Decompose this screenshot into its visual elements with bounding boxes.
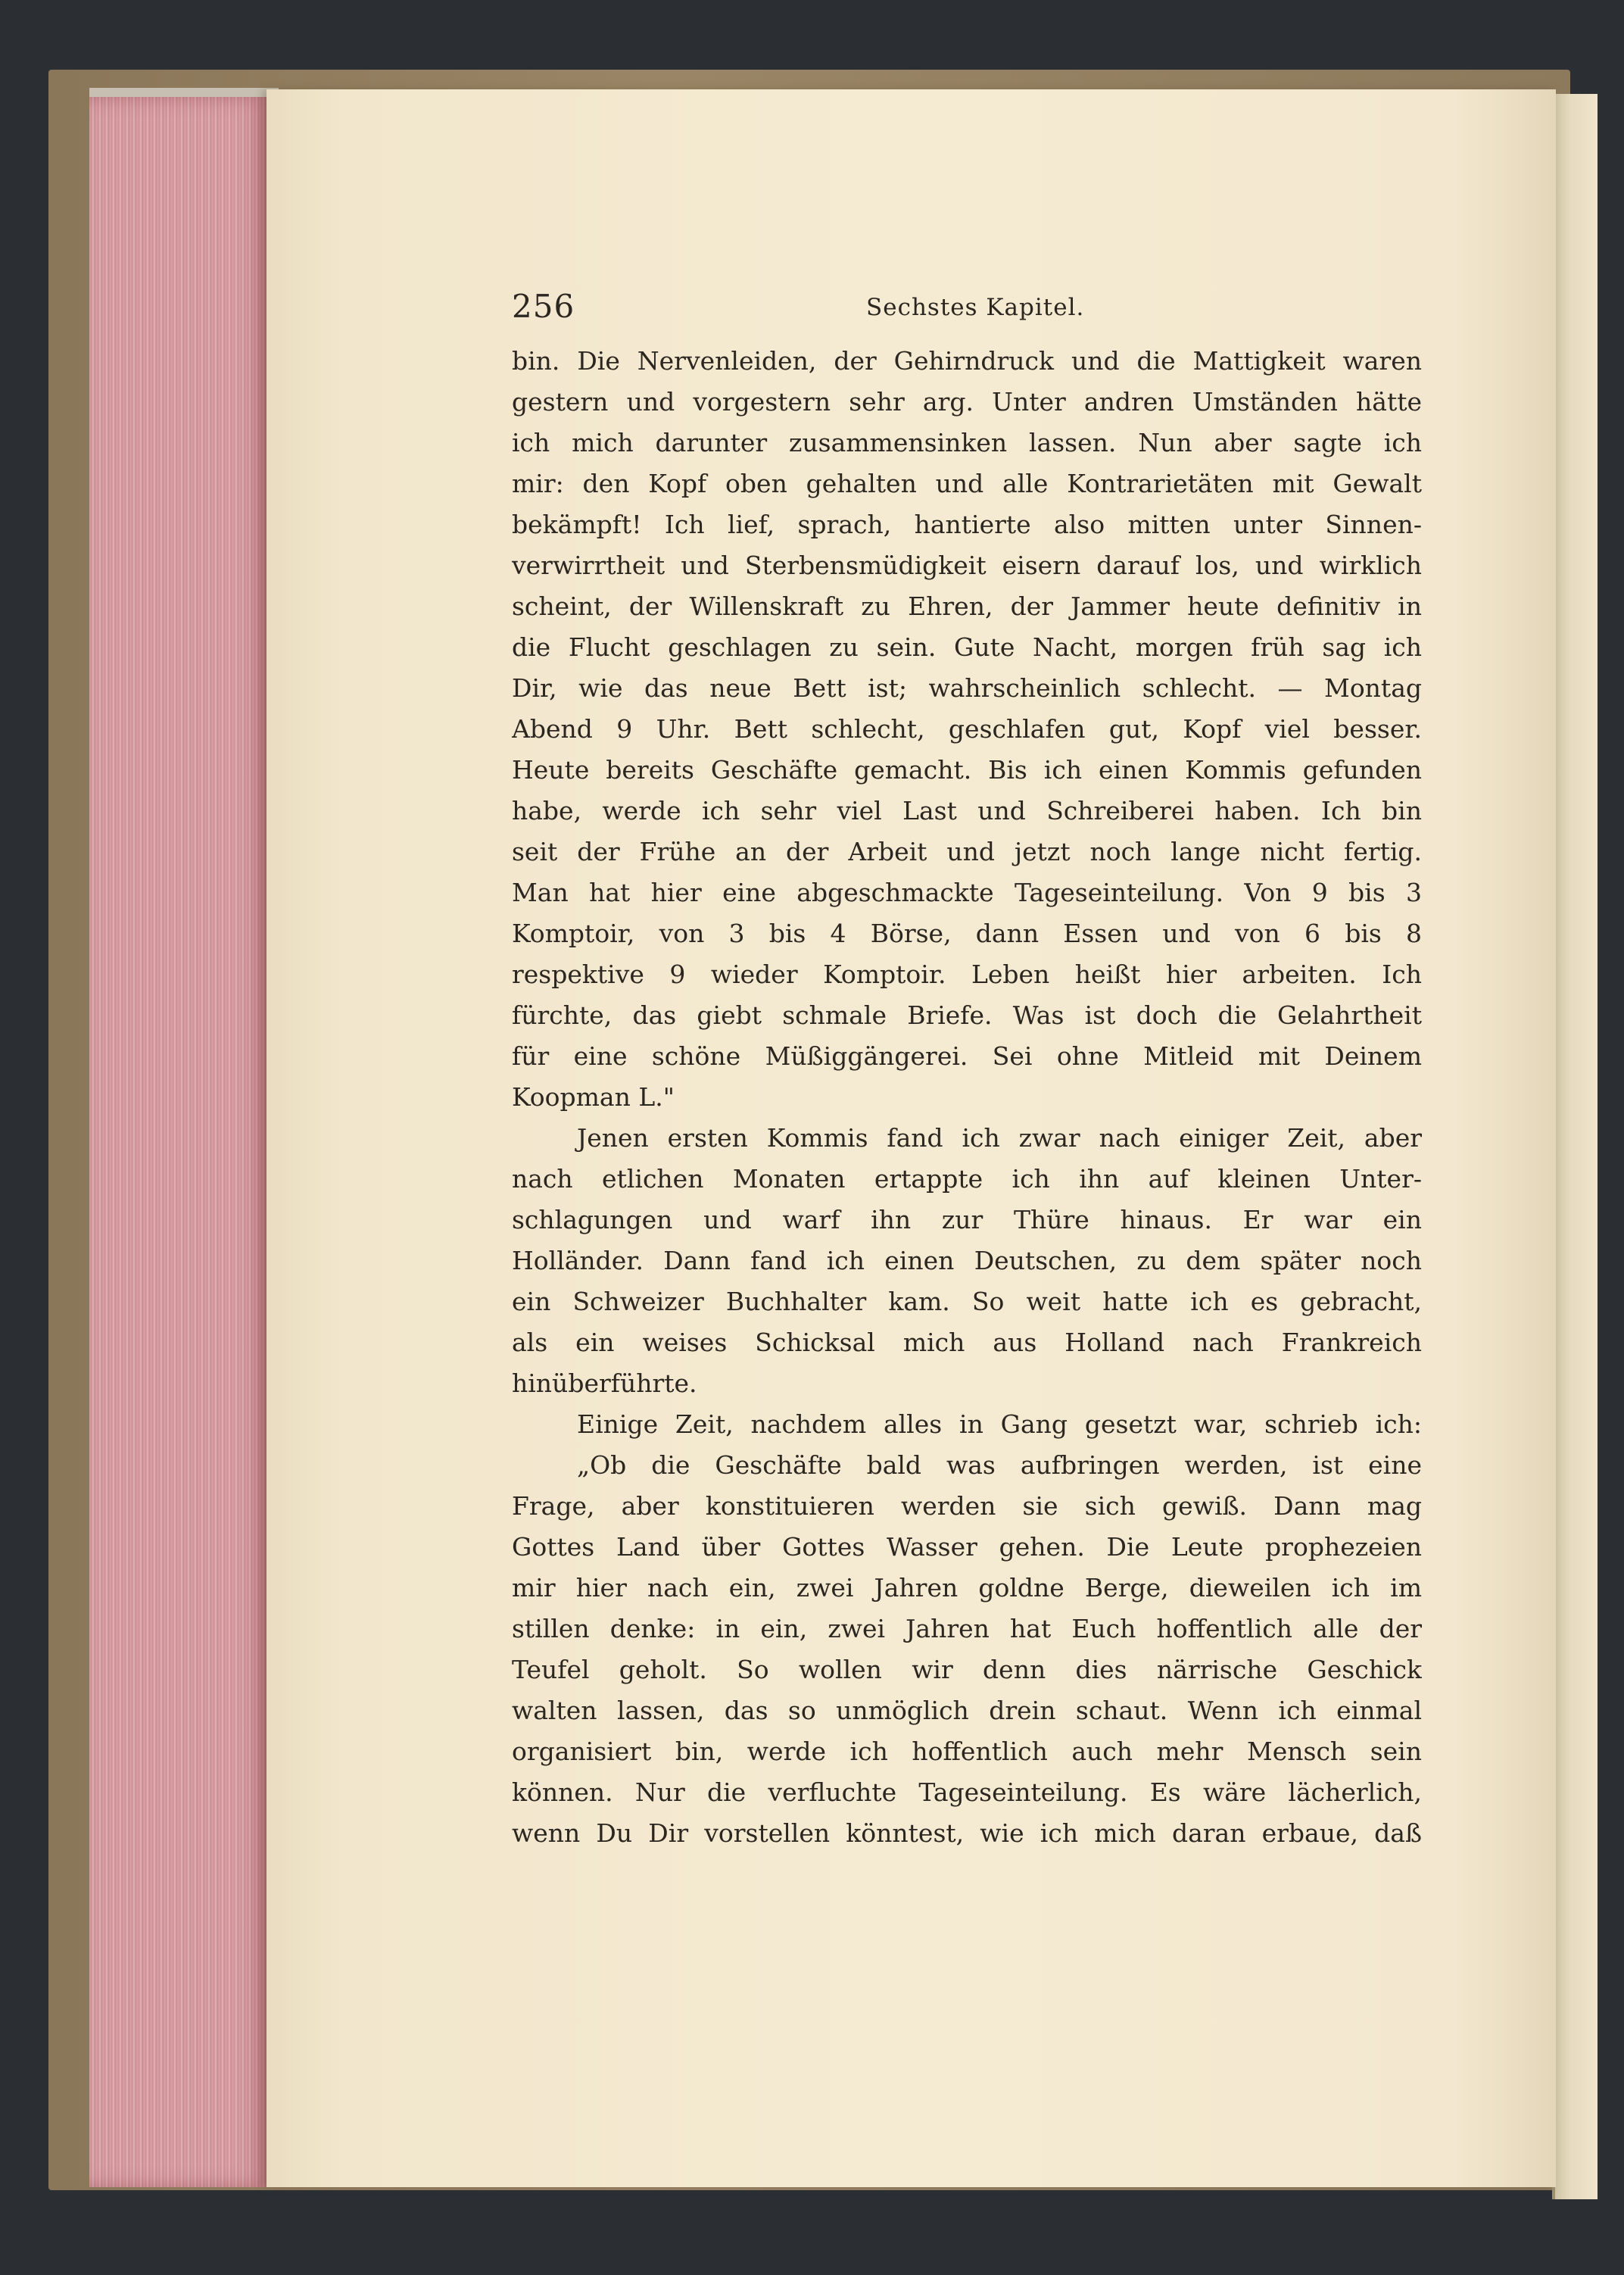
- text-line: organisiert bin, werde ich hoffentlich auch mehr Mensch sein: [512, 1737, 1422, 1766]
- text-line: Koopman L.": [512, 1082, 675, 1112]
- chapter-title: Sechstes Kapitel.: [866, 294, 1085, 321]
- text-line: seit der Frühe an der Arbeit und jetzt noch lange nicht fertig.: [512, 837, 1422, 866]
- text-line: Abend 9 Uhr. Bett schlecht, geschlafen gut, Kopf viel besser.: [512, 714, 1422, 744]
- text-line: Dir, wie das neue Bett ist; wahrscheinlich schlecht. — Montag: [512, 673, 1422, 703]
- text-block: [512, 288, 1422, 1854]
- text-line: Teufel geholt. So wollen wir denn dies närrische Geschick: [512, 1655, 1422, 1684]
- text-line: ein Schweizer Buchhalter kam. So weit hatte ich es gebracht,: [512, 1287, 1422, 1316]
- text-line: „Ob die Geschäfte bald was aufbringen werden, ist eine: [577, 1450, 1422, 1480]
- text-line: Jenen ersten Kommis fand ich zwar nach einiger Zeit, aber: [577, 1123, 1422, 1153]
- text-line: Holländer. Dann fand ich einen Deutschen, zu dem später noch: [512, 1246, 1422, 1275]
- text-line: ich mich darunter zusammensinken lassen. Nun aber sagte ich: [512, 428, 1422, 457]
- page-number: 256: [512, 288, 575, 325]
- text-line: wenn Du Dir vorstellen könntest, wie ich mich daran erbaue, daß: [512, 1818, 1422, 1848]
- body-text: [512, 341, 1422, 1854]
- text-line: hinüberführte.: [512, 1368, 697, 1398]
- text-line: bekämpft! Ich lief, sprach, hantierte also mitten unter Sinnen-: [512, 510, 1422, 539]
- text-line: nach etlichen Monaten ertappte ich ihn auf kleinen Unter-: [512, 1164, 1422, 1194]
- text-line: walten lassen, das so unmöglich drein schaut. Wenn ich einmal: [512, 1696, 1422, 1725]
- text-line: habe, werde ich sehr viel Last und Schreiberei haben. Ich bin: [512, 796, 1422, 825]
- text-line: bin. Die Nervenleiden, der Gehirndruck und die Mattigkeit waren: [512, 346, 1422, 376]
- running-head: [512, 288, 1422, 341]
- text-line: Gottes Land über Gottes Wasser gehen. Die Leute prophezeien: [512, 1532, 1422, 1562]
- text-line: mir hier nach ein, zwei Jahren goldne Berge, dieweilen ich im: [512, 1573, 1422, 1602]
- text-line: gestern und vorgestern sehr arg. Unter andren Umständen hätte: [512, 387, 1422, 417]
- text-line: schlagungen und warf ihn zur Thüre hinaus. Er war ein: [512, 1205, 1422, 1234]
- text-line: mir: den Kopf oben gehalten und alle Kontrarietäten mit Gewalt: [512, 469, 1422, 498]
- text-line: respektive 9 wieder Komptoir. Leben heißt hier arbeiten. Ich: [512, 960, 1422, 989]
- text-line: stillen denke: in ein, zwei Jahren hat Euch hoffentlich alle der: [512, 1614, 1422, 1643]
- text-line: fürchte, das giebt schmale Briefe. Was ist doch die Gelahrtheit: [512, 1000, 1422, 1030]
- text-line: können. Nur die verfluchte Tageseinteilung. Es wäre lächerlich,: [512, 1777, 1422, 1807]
- text-line: die Flucht geschlagen zu sein. Gute Nacht, morgen früh sag ich: [512, 632, 1422, 662]
- text-line: verwirrtheit und Sterbensmüdigkeit eisern darauf los, und wirklich: [512, 551, 1422, 580]
- page-edges: [89, 97, 271, 2187]
- text-line: für eine schöne Müßiggängerei. Sei ohne Mitleid mit Deinem: [512, 1041, 1422, 1071]
- text-line: Man hat hier eine abgeschmackte Tageseinteilung. Von 9 bis 3: [512, 878, 1422, 907]
- text-line: Komptoir, von 3 bis 4 Börse, dann Essen und von 6 bis 8: [512, 919, 1422, 948]
- text-line: Einige Zeit, nachdem alles in Gang gesetzt war, schrieb ich:: [577, 1409, 1422, 1439]
- text-line: scheint, der Willenskraft zu Ehren, der Jammer heute definitiv in: [512, 591, 1422, 621]
- text-line: Heute bereits Geschäfte gemacht. Bis ich einen Kommis gefunden: [512, 755, 1422, 785]
- facing-page: [1552, 94, 1598, 2199]
- text-line: Frage, aber konstituieren werden sie sich gewiß. Dann mag: [512, 1491, 1422, 1521]
- text-line: als ein weises Schicksal mich aus Holland nach Frankreich: [512, 1328, 1422, 1357]
